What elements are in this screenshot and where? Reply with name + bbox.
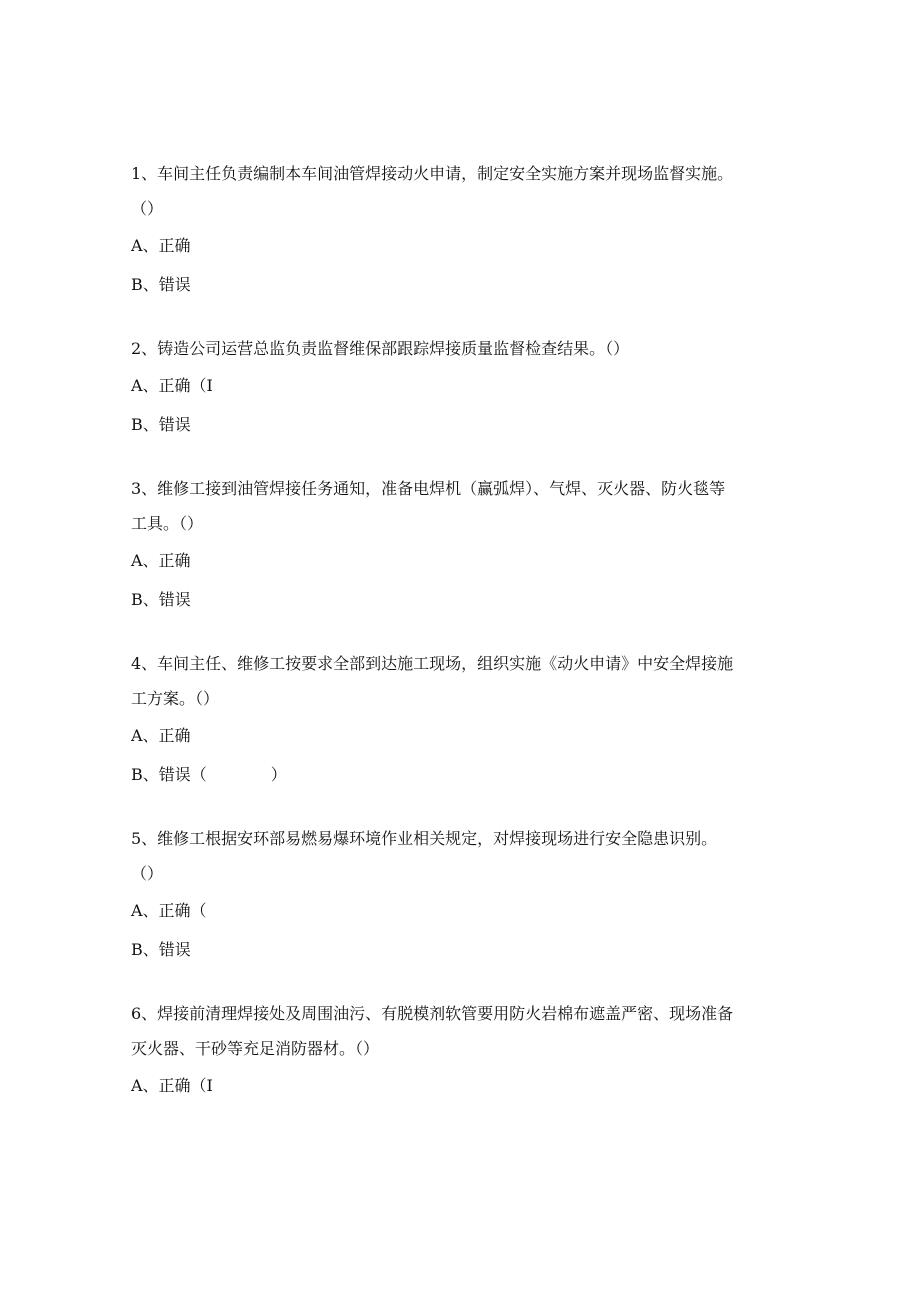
option-b: B、错误 <box>131 590 191 609</box>
question-1 <box>131 156 781 304</box>
question-text: 4、车间主任、维修工按要求全部到达施工现场，组织实施《动火申请》中安全焊接施 <box>131 654 734 673</box>
question-4 <box>131 646 781 794</box>
option-b: B、错误 <box>131 415 191 434</box>
option-a: A、正确 <box>131 726 191 745</box>
question-5 <box>131 821 781 969</box>
option-a: A、正确（I <box>131 1076 213 1095</box>
question-text-continuation: 工方案。（） <box>131 689 220 708</box>
option-b: B、错误（ ） <box>131 765 287 784</box>
option-a: A、正确 <box>131 236 191 255</box>
question-text: 6、焊接前清理焊接处及周围油污、有脱模剂软管要用防火岩棉布遮盖严密、现场准备 <box>131 1004 734 1023</box>
option-a: A、正确（I <box>131 376 213 395</box>
option-a: A、正确 <box>131 551 191 570</box>
question-text-continuation: 灭火器、干砂等充足消防器材。（） <box>131 1039 380 1058</box>
question-text: 3、维修工接到油管焊接任务通知，准备电焊机（赢弧焊）、气焊、灭火器、防火毯等 <box>131 479 726 498</box>
option-a: A、正确（ <box>131 901 207 920</box>
question-3 <box>131 471 781 619</box>
question-text-continuation: （） <box>131 864 164 883</box>
question-text: 2、铸造公司运营总监负责监督维保部跟踪焊接质量监督检查结果。（） <box>131 339 630 358</box>
question-text-continuation: 工具。（） <box>131 514 204 533</box>
question-6 <box>131 996 781 1105</box>
question-text: 1、车间主任负责编制本车间油管焊接动火申请，制定安全实施方案并现场监督实施。 <box>131 164 734 183</box>
option-b: B、错误 <box>131 275 191 294</box>
question-2 <box>131 331 781 444</box>
question-text-continuation: （） <box>131 199 164 218</box>
question-text: 5、维修工根据安环部易燃易爆环境作业相关规定，对焊接现场进行安全隐患识别。 <box>131 829 718 848</box>
option-b: B、错误 <box>131 940 191 959</box>
